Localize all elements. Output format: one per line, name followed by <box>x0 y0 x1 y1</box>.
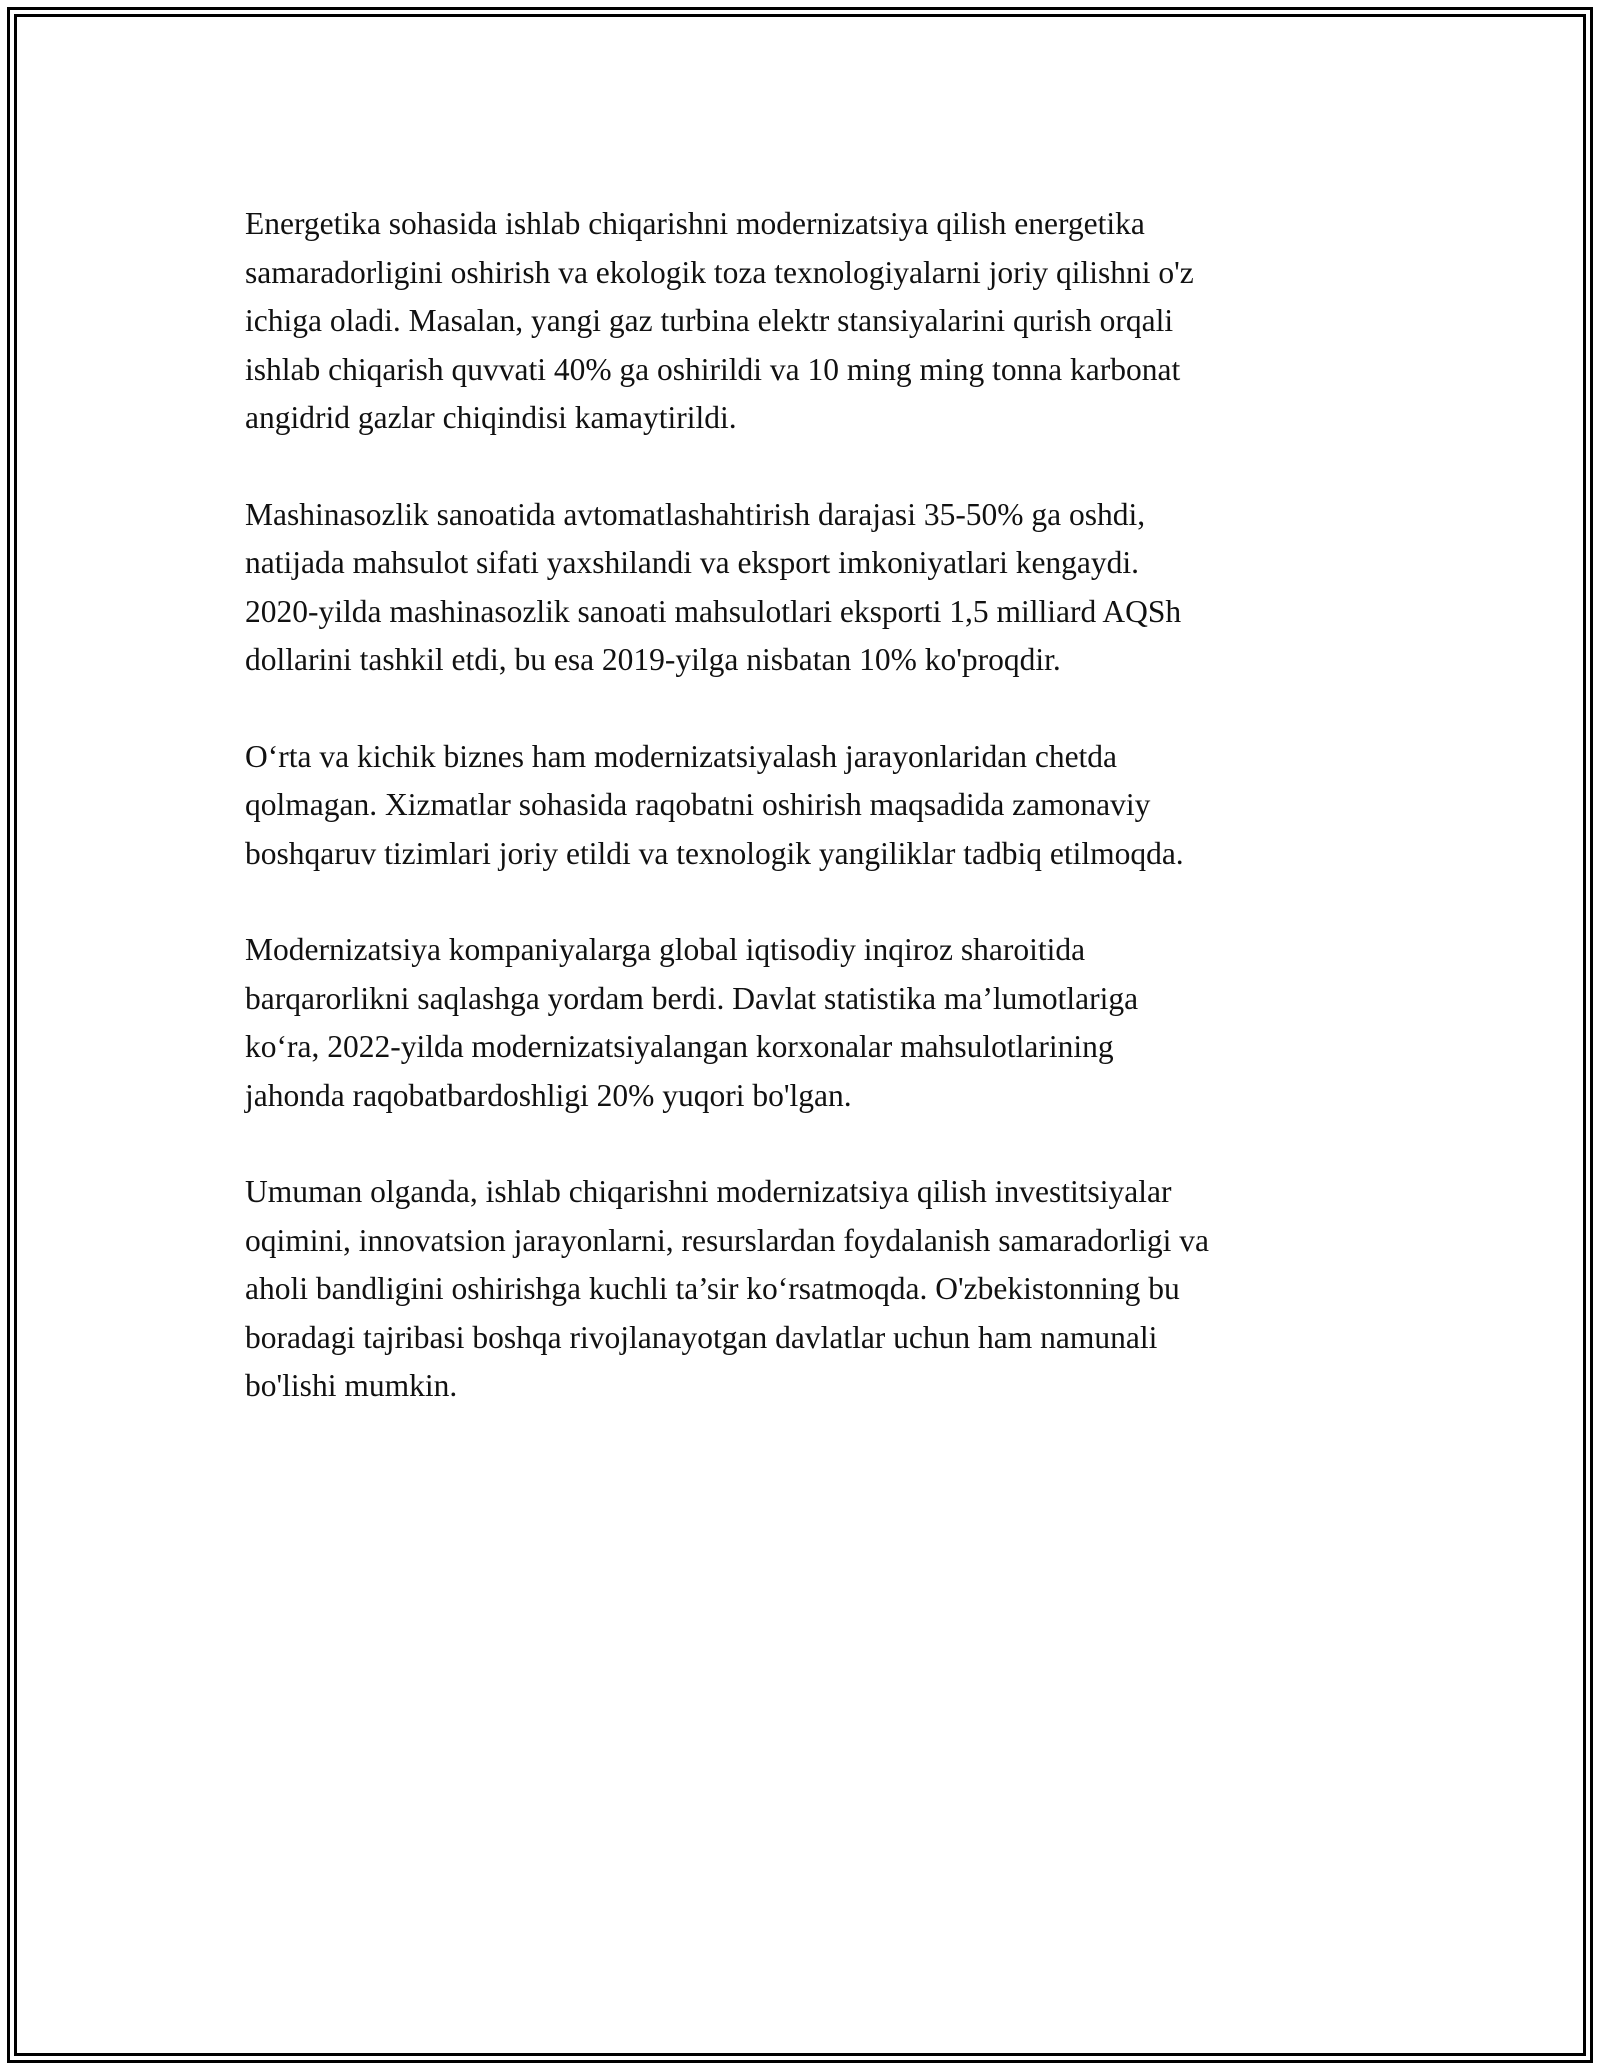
page-border <box>7 7 1593 2063</box>
paragraph-modernizatsiya: Modernizatsiya kompaniyalarga global iqtisodiy inqiroz sharoitida barqarorlikni saqlashga yordam berdi. Davlat statistika ma’lumotlariga ko‘ra, 2022-yilda modernizatsiyalangan korxonalar mahsulotlarining jahonda raqobatbardoshligi 20% yuqori bo'lgan. <box>245 932 1139 1113</box>
document-body <box>245 200 1395 1459</box>
paragraph-energetika: Energetika sohasida ishlab chiqarishni modernizatsiya qilish energetika samaradorligini oshirish va ekologik toza texnologiyalarni joriy qilishni o'z ichiga oladi. Masalan, yangi gaz turbina elektr stansiyalarini qurish orqali ishlab chiqarish quvvati 40% ga oshirildi va 10 ming ming tonna karbonat angidrid gazlar chiqindisi kamaytirildi. <box>245 206 1194 435</box>
paragraph-mashinasozlik: Mashinasozlik sanoatida avtomatlashahtirish darajasi 35-50% ga oshdi, natijada mahsulot sifati yaxshilandi va eksport imkoniyatlari kengaydi. 2020-yilda mashinasozlik sanoati mahsulotlari eksporti 1,5 milliard AQSh dollarini tashkil etdi, bu esa 2019-yilga nisbatan 10% ko'proqdir. <box>245 496 1182 677</box>
paragraph-kichik-biznes: O‘rta va kichik biznes ham modernizatsiyalash jarayonlaridan chetda qolmagan. Xizmatlar sohasida raqobatni oshirish maqsadida zamonaviy boshqaruv tizimlari joriy etildi va texnologik yangiliklar tadbiq etilmoqda. <box>245 738 1184 871</box>
paragraph-xulosa: Umuman olganda, ishlab chiqarishni modernizatsiya qilish investitsiyalar oqimini, innovatsion jarayonlarni, resurslardan foydalanish samaradorligi va aholi bandligini oshirishga kuchli ta’sir ko‘rsatmoqda. O'zbekistonning bu boradagi tajribasi boshqa rivojlanayotgan davlatlar uchun ham namunali bo'lishi mumkin. <box>245 1174 1209 1403</box>
